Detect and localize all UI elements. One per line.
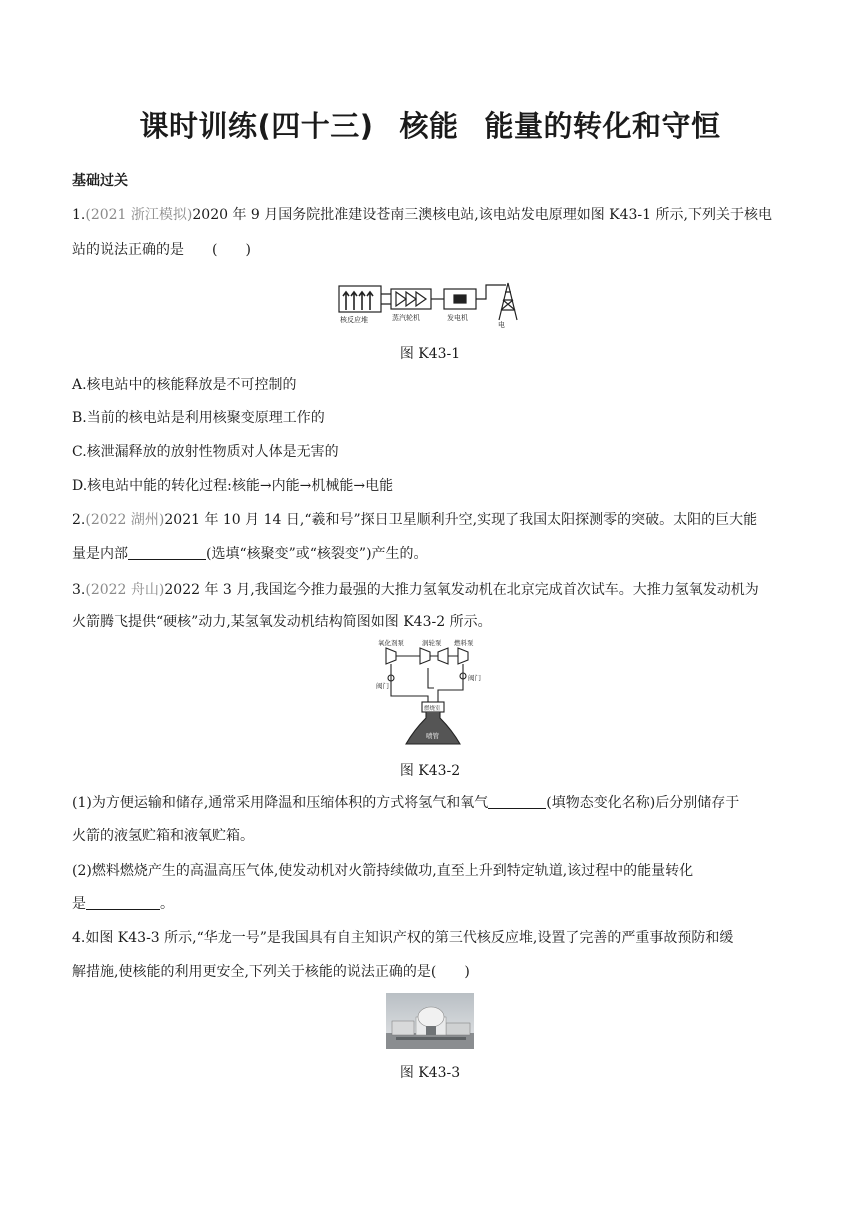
q3-part1-line1 bbox=[72, 793, 792, 813]
q3-part2-text-before-blank: 是 bbox=[72, 896, 86, 912]
q3-stem-line2: 火箭腾飞提供“硬核”动力,某氢氧发动机结构简图如图 K43-2 所示。 bbox=[72, 614, 492, 630]
figure-k43-3-hualong-one-photo bbox=[386, 993, 474, 1049]
q3-stem-line1 bbox=[72, 580, 792, 600]
q3-part2-line2 bbox=[72, 894, 792, 914]
label-reactor: 核反应堆 bbox=[340, 316, 368, 324]
q4-stem-line1: 4.如图 K43-3 所示,“华龙一号”是我国具有自主知识产权的第三代核反应堆,设置了完善的严重事故预防和缓 bbox=[72, 930, 734, 946]
label-chamber: 燃烧室 bbox=[424, 706, 441, 712]
q2-stem-line2 bbox=[72, 544, 792, 564]
reactor-dome bbox=[418, 1007, 444, 1027]
label-fuel-pump: 燃料泵 bbox=[454, 639, 474, 647]
q3-source: (2022 舟山) bbox=[85, 582, 165, 598]
section-heading: 基础过关 bbox=[72, 173, 128, 189]
q3-part2-answer-blank[interactable] bbox=[86, 895, 160, 910]
title-main: 课时训练(四十三) bbox=[139, 109, 374, 143]
q2-text: 2021 年 10 月 14 日,“羲和号”探日卫星顺利升空,实现了我国太阳探测零的突破。太阳的巨大能 bbox=[164, 512, 758, 528]
label-turbine: 蒸汽轮机 bbox=[392, 314, 420, 322]
q1-option-a: A.核电站中的核能释放是不可控制的 bbox=[72, 377, 297, 393]
figure-caption-k43-3: 图 K43-3 bbox=[399, 1065, 461, 1081]
q1-number: 1. bbox=[72, 207, 86, 223]
label-generator: 发电机 bbox=[447, 314, 468, 322]
label-valve-right: 阀门 bbox=[468, 674, 481, 682]
q3-part2-line1: (2)燃料燃烧产生的高温高压气体,使发动机对火箭持续做功,直至上升到特定轨道,该过程中的能量转化 bbox=[72, 863, 694, 879]
title-topic-2: 能量的转化和守恒 bbox=[484, 109, 721, 143]
label-nozzle: 喷管 bbox=[426, 732, 439, 740]
figure-caption-k43-2: 图 K43-2 bbox=[399, 763, 461, 779]
q1-option-b: B.当前的核电站是利用核聚变原理工作的 bbox=[72, 410, 325, 426]
label-power: 电 bbox=[498, 321, 505, 328]
q2-text-before-blank: 量是内部 bbox=[72, 546, 128, 562]
q3-part1-text-after-blank: (填物态变化名称)后分别储存于 bbox=[546, 795, 740, 811]
turbine-pump-shape bbox=[420, 648, 430, 664]
q3-part1-text-before-blank: (1)为方便运输和储存,通常采用降温和压缩体积的方式将氢气和氧气 bbox=[72, 795, 489, 811]
q3-part1-answer-blank[interactable] bbox=[488, 794, 546, 809]
q4-stem-line2: 解措施,使核能的利用更安全,下列关于核能的说法正确的是( ) bbox=[72, 964, 470, 980]
q1-stem-line2: 站的说法正确的是 ( ) bbox=[72, 242, 251, 258]
label-valve-left: 阀门 bbox=[376, 682, 389, 690]
q1-text: 2020 年 9 月国务院批准建设苍南三澳核电站,该电站发电原理如图 K43-1 所示,下列关于核电 bbox=[192, 207, 772, 223]
q1-option-d: D.核电站中能的转化过程:核能→内能→机械能→电能 bbox=[72, 478, 394, 494]
q3-number: 3. bbox=[72, 582, 86, 598]
q2-answer-blank[interactable] bbox=[128, 545, 206, 560]
figure-k43-2-engine-diagram bbox=[376, 638, 486, 750]
title-topic-1: 核能 bbox=[399, 109, 459, 143]
q2-number: 2. bbox=[72, 512, 86, 528]
q1-stem-line1 bbox=[72, 205, 792, 225]
oxidizer-pump-shape bbox=[386, 648, 396, 664]
q1-source: (2021 浙江模拟) bbox=[85, 207, 193, 223]
q2-text-after-blank: (选填“核聚变”或“核裂变”)产生的。 bbox=[206, 546, 428, 562]
label-turbine-pump: 涡轮泵 bbox=[422, 639, 442, 647]
fuel-pump-shape bbox=[458, 648, 468, 664]
q3-text: 2022 年 3 月,我国迄今推力最强的大推力氢氧发动机在北京完成首次试车。大推力氢氧发动机为 bbox=[164, 582, 759, 598]
q3-part1-line2: 火箭的液氢贮箱和液氧贮箱。 bbox=[72, 828, 254, 844]
power-tower-icon bbox=[499, 283, 517, 320]
figure-k43-1-power-plant-diagram bbox=[336, 280, 531, 328]
figure-caption-k43-1: 图 K43-1 bbox=[399, 346, 461, 362]
q3-part2-text-after-blank: 。 bbox=[160, 896, 174, 912]
q2-stem-line1 bbox=[72, 510, 792, 530]
q2-source: (2022 湖州) bbox=[85, 512, 165, 528]
label-oxidizer-pump: 氧化剂泵 bbox=[378, 639, 404, 647]
page-title bbox=[0, 104, 860, 145]
q1-option-c: C.核泄漏释放的放射性物质对人体是无害的 bbox=[72, 444, 339, 460]
